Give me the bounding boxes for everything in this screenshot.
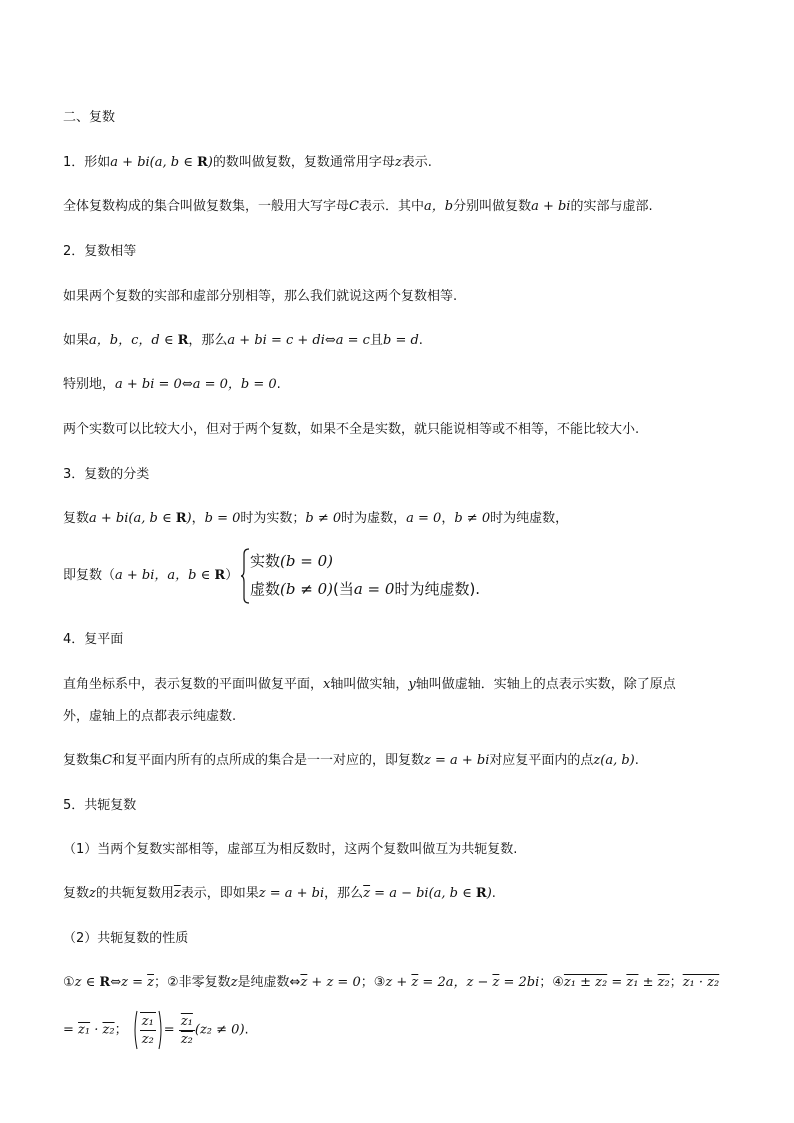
text: ，那么 <box>188 333 228 348</box>
text: 是纯虚数⇔ <box>237 975 301 990</box>
text: 时为虚数， <box>341 511 407 526</box>
math: ) <box>486 886 492 901</box>
math: ) <box>207 155 213 170</box>
math: a + bi <box>531 199 571 214</box>
text: 如果 <box>63 333 90 348</box>
math-conjugate: $\overline{z}$ <box>300 975 308 990</box>
text: 表示．其中 <box>358 199 424 214</box>
math: z = a + bi <box>423 753 490 768</box>
circled-number: ② <box>167 975 179 990</box>
text: . <box>634 753 639 768</box>
numerator-conjugate: z₁ <box>180 1013 193 1029</box>
title-text: 3．复数的分类 <box>63 467 150 482</box>
text: 的共轭复数用 <box>95 886 174 901</box>
text: (当 <box>332 580 354 598</box>
text: ， <box>191 511 205 526</box>
math: a + bi = c + di⇔a = c <box>227 333 370 348</box>
para-5-properties <box>63 973 719 993</box>
text: . <box>475 580 481 598</box>
case-label: 虚数 <box>250 580 281 598</box>
case-real <box>250 550 333 571</box>
text: . <box>276 377 281 392</box>
denominator: z₂ <box>141 1031 154 1047</box>
denominator-conjugate: z₂ <box>180 1031 193 1047</box>
math: z = a + bi <box>258 886 325 901</box>
math: a + bi = 0⇔a = 0，b = 0 <box>115 377 277 392</box>
para-4-plane <box>63 675 676 695</box>
math-var-conjugate: $\overline{z}$ <box>173 886 181 901</box>
math-var: x <box>323 677 331 692</box>
section-4-title <box>63 630 123 650</box>
para-5-def <box>63 840 517 860</box>
text: 轴叫做实轴， <box>330 677 409 692</box>
title-text: 2．复数相等 <box>63 244 137 259</box>
text: ， <box>441 511 455 526</box>
numerator: z₁ <box>141 1013 154 1029</box>
math-var-conjugate: $\overline{z}$ <box>363 886 371 901</box>
para-4-correspondence <box>63 751 639 771</box>
section-3-title <box>63 465 149 485</box>
text: ） <box>225 568 239 583</box>
math: a + bi(a, b ∈ <box>89 511 176 526</box>
math-conjugate: z₂ <box>657 975 670 990</box>
title-text: 5．共轭复数 <box>63 798 137 813</box>
math-conjugate: $\overline{z}$ <box>492 975 500 990</box>
case-label: 实数 <box>250 552 281 570</box>
para-2-condition <box>63 331 423 351</box>
math-conjugate: z₁ <box>626 975 639 990</box>
text: 对应复平面内的点 <box>489 753 594 768</box>
circled-number: ③ <box>373 975 386 990</box>
title-text: 4．复平面 <box>63 632 124 647</box>
math-conjugate: z₁ ± z₂ <box>563 975 608 990</box>
math-var: z <box>89 886 96 901</box>
text: 非零复数 <box>178 975 231 990</box>
math: b = 0 <box>204 511 241 526</box>
math: = <box>63 1022 79 1038</box>
text: 如果两个复数的实部和虚部分别相等，那么我们就说这两个复数相等. <box>63 289 458 304</box>
heading-text: 二、复数 <box>63 110 116 125</box>
section-5-title <box>63 796 136 816</box>
case-condition: (b = 0) <box>280 552 333 570</box>
text: 形如 <box>84 155 111 170</box>
text: . <box>244 1022 249 1038</box>
math: (z₂ ≠ 0) <box>194 1022 245 1038</box>
para-3-classify <box>63 509 568 529</box>
text: 分别叫做复数 <box>453 199 532 214</box>
text: 轴叫做虚轴．实轴上的点表示实数，除了原点 <box>415 677 676 692</box>
text: 全体复数构成的集合叫做复数集，一般用大写字母 <box>63 199 350 214</box>
math: a + bi，a，b ∈ <box>115 568 215 583</box>
math-var: C <box>349 199 359 214</box>
text: 直角坐标系中，表示复数的平面叫做复平面， <box>63 677 324 692</box>
text: ； <box>539 975 553 990</box>
text: ，那么 <box>324 886 364 901</box>
math-conjugate: $\overline{z}$ <box>411 975 419 990</box>
math-conjugate: z₁ · z₂ <box>682 975 720 990</box>
text: ； <box>669 975 683 990</box>
math: b = d <box>382 333 419 348</box>
math-R: R <box>196 155 208 170</box>
math-var: z <box>394 155 402 170</box>
section-2-title <box>63 242 136 262</box>
text: . <box>418 333 423 348</box>
text: 的实部与虚部. <box>570 199 653 214</box>
math: a，b <box>423 199 454 214</box>
text: （1）当两个复数实部相等，虚部互为相反数时，这两个复数叫做互为共轭复数. <box>63 842 518 857</box>
conjugate-quotient <box>132 1010 164 1050</box>
text: ； <box>153 975 167 990</box>
math: b ≠ 0 <box>454 511 491 526</box>
text: 复数 <box>63 886 90 901</box>
math: = 2bi <box>499 975 540 990</box>
text: 表示，即如果 <box>180 886 259 901</box>
para-1-definition <box>63 153 432 173</box>
text: 外，虚轴上的点都表示纯虚数. <box>63 709 237 724</box>
math: a = 0 <box>353 580 395 598</box>
para-5-notation <box>63 884 496 904</box>
math: ) <box>186 511 192 526</box>
fraction <box>179 1013 195 1048</box>
para-5-properties-title <box>63 929 188 949</box>
para-5-properties-cont <box>63 1010 249 1051</box>
math: a = 0 <box>406 511 442 526</box>
para-1-complex-set <box>63 197 653 217</box>
math: = <box>163 1022 175 1038</box>
circled-number: ④ <box>552 975 564 990</box>
math: = 2a，z − <box>418 975 493 990</box>
case-imaginary <box>250 578 480 599</box>
text: 的数叫做复数，复数通常用字母 <box>212 155 395 170</box>
text: 两个实数可以比较大小，但对于两个复数，如果不全是实数，就只能说相等或不相等，不能比较大小. <box>63 422 640 437</box>
math: z ∈ <box>74 975 100 990</box>
math-R: R <box>475 886 487 901</box>
section-heading <box>63 108 115 128</box>
math: a + bi(a, b ∈ <box>110 155 197 170</box>
text: 且 <box>369 333 383 348</box>
text: 和复平面内所有的点所成的集合是一一对应的，即复数 <box>111 753 424 768</box>
math-var: z <box>230 975 238 990</box>
classification-brace-block <box>240 548 480 604</box>
math: z + <box>385 975 412 990</box>
text: 即复数（ <box>63 568 116 583</box>
math: a，b，c，d ∈ <box>89 333 178 348</box>
para-2-def <box>63 287 457 307</box>
text: 复数集 <box>63 753 103 768</box>
text: 表示. <box>401 155 432 170</box>
math: = <box>607 975 627 990</box>
math-conjugate: $\overline{z}$ <box>147 975 154 990</box>
text: ； <box>360 975 374 990</box>
text: 特别地， <box>63 377 116 392</box>
para-2-special <box>63 375 281 395</box>
right-paren-icon <box>158 1010 164 1050</box>
math-R: R <box>175 511 187 526</box>
text: . <box>491 886 496 901</box>
math: = a − bi(a, b ∈ <box>370 886 476 901</box>
math: ⇔z = <box>110 975 148 990</box>
fraction <box>140 1012 156 1048</box>
math-conjugate: z₂ <box>102 1022 115 1038</box>
left-brace-icon <box>240 548 250 604</box>
para-4-plane-cont <box>63 707 236 727</box>
para-2-compare <box>63 420 639 440</box>
math-var: C <box>102 753 112 768</box>
text: 时为纯虚数， <box>490 511 569 526</box>
math-R: R <box>177 333 189 348</box>
math-R: R <box>99 975 111 990</box>
text: 复数 <box>63 511 90 526</box>
math: + z = 0 <box>307 975 361 990</box>
circled-number: ① <box>63 975 75 990</box>
case-condition: (b ≠ 0) <box>280 580 333 598</box>
math-var: y <box>408 677 416 692</box>
math-conjugate: z₁ <box>78 1022 91 1038</box>
para-3-cases-lead <box>63 566 238 586</box>
math: · <box>90 1022 103 1038</box>
math-R: R <box>214 568 226 583</box>
item-number: 1． <box>63 155 85 170</box>
text: （2）共轭复数的性质 <box>63 931 189 946</box>
text: 时为纯虚数) <box>394 580 476 598</box>
text: 时为实数； <box>240 511 306 526</box>
text: ； <box>114 1022 128 1038</box>
math: z(a, b) <box>593 753 635 768</box>
math: ± <box>638 975 658 990</box>
math: b ≠ 0 <box>305 511 342 526</box>
left-paren-icon <box>132 1010 138 1050</box>
